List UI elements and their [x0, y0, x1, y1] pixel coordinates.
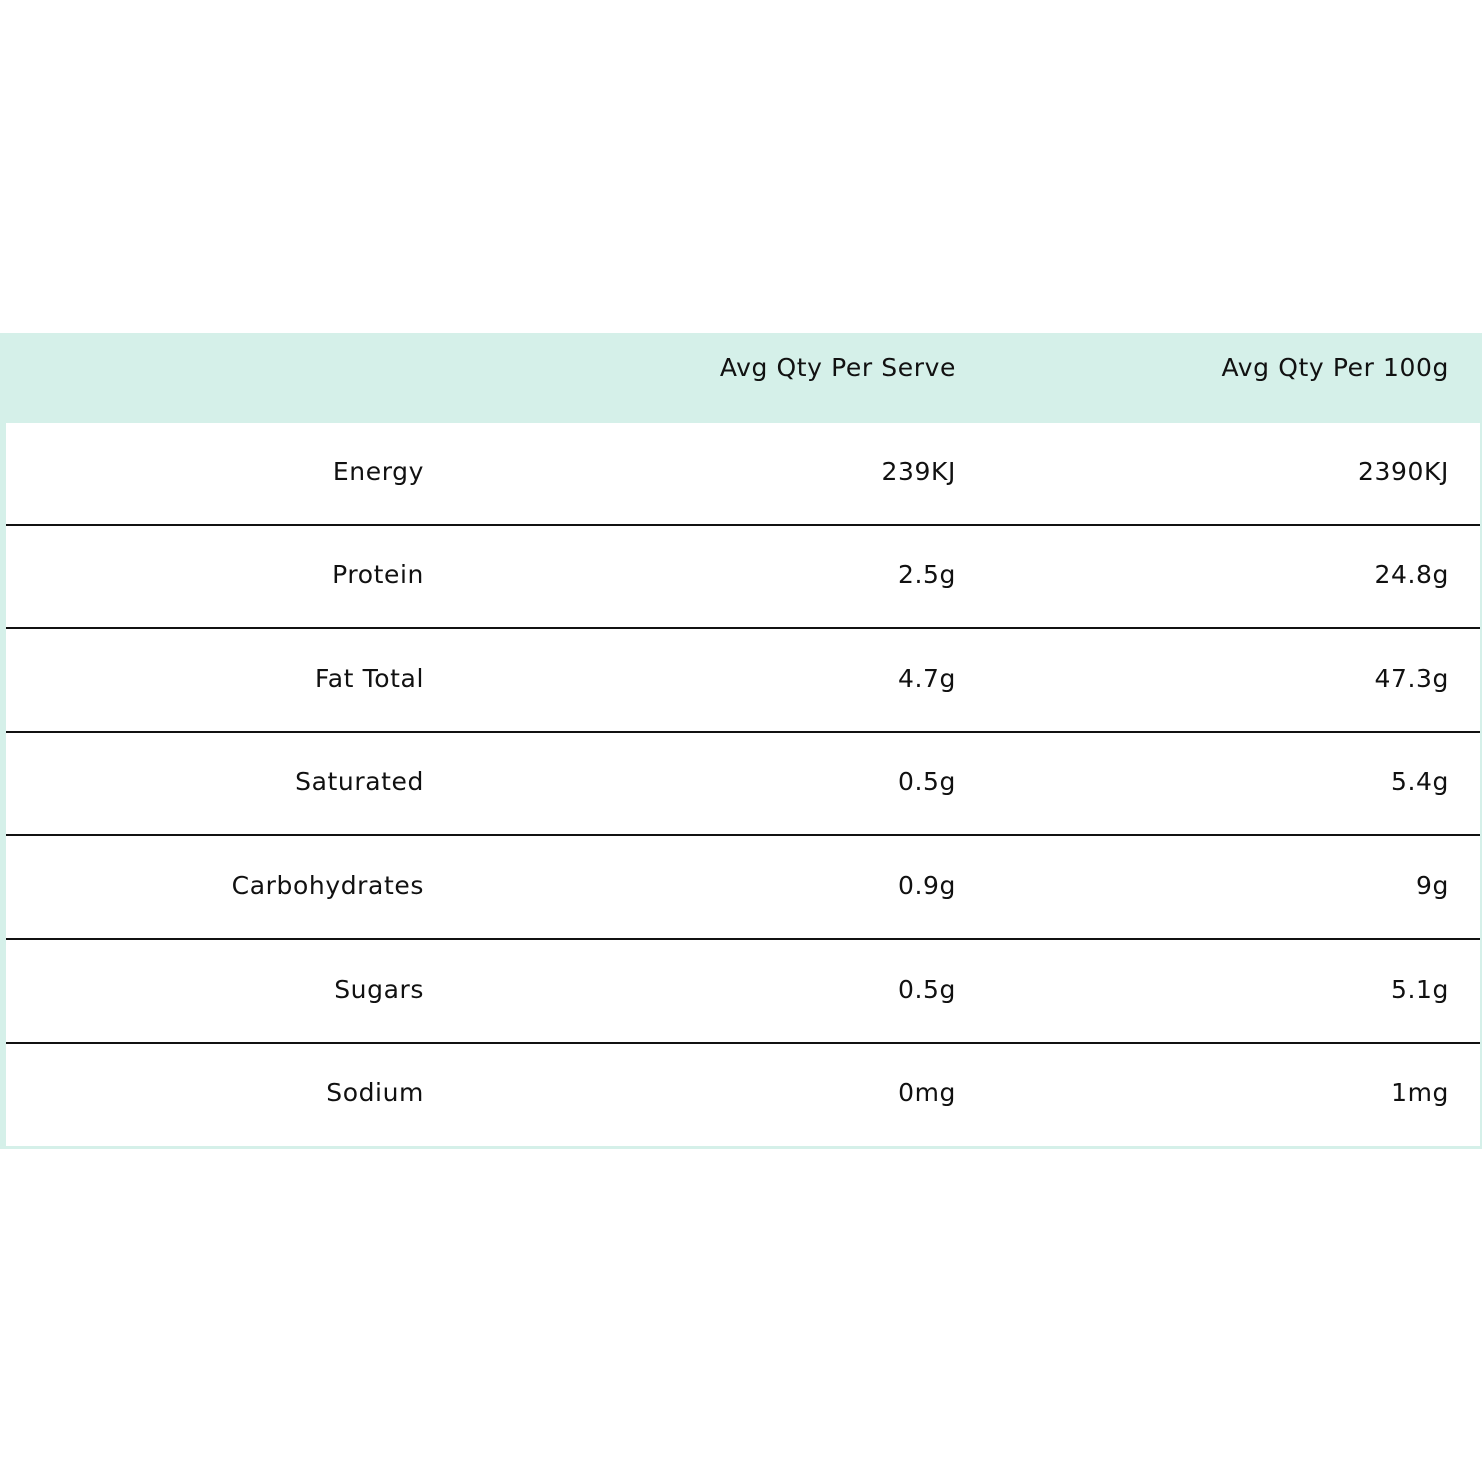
table-row-fat-total [6, 630, 1480, 733]
nutrient-name: Sugars [334, 975, 424, 1004]
nutrient-name: Carbohydrates [231, 871, 424, 900]
nutrient-per-100g: 1mg [1391, 1078, 1449, 1107]
nutrient-per-100g: 5.4g [1390, 767, 1449, 796]
nutrient-name: Fat Total [315, 664, 424, 693]
nutrient-name: Saturated [295, 767, 424, 796]
nutrient-per-100g: 2390KJ [1358, 457, 1449, 486]
nutrient-per-100g: 9g [1416, 871, 1449, 900]
nutrition-table [0, 333, 1482, 1149]
nutrient-per-serve: 0mg [898, 1078, 956, 1107]
nutrient-per-serve: 4.7g [897, 664, 956, 693]
table-row-sodium [6, 1044, 1480, 1147]
nutrient-per-serve: 2.5g [897, 560, 956, 589]
nutrient-per-serve: 0.9g [897, 871, 956, 900]
header-per-100g: Avg Qty Per 100g [1221, 353, 1449, 382]
table-row-protein [6, 526, 1480, 629]
table-header [0, 333, 1482, 423]
header-per-serve: Avg Qty Per Serve [719, 353, 956, 382]
table-body [6, 423, 1480, 1146]
nutrient-per-serve: 0.5g [897, 975, 956, 1004]
table-row-carbohydrates [6, 837, 1480, 940]
nutrient-per-serve: 0.5g [897, 767, 956, 796]
table-row-energy [6, 423, 1480, 526]
nutrient-per-100g: 47.3g [1374, 664, 1449, 693]
nutrient-per-100g: 24.8g [1374, 560, 1449, 589]
nutrient-name: Energy [332, 457, 424, 486]
nutrient-per-100g: 5.1g [1390, 975, 1449, 1004]
table-row-sugars [6, 941, 1480, 1044]
nutrient-per-serve: 239KJ [881, 457, 956, 486]
table-row-saturated [6, 733, 1480, 836]
nutrient-name: Sodium [326, 1078, 424, 1107]
nutrient-name: Protein [332, 560, 424, 589]
